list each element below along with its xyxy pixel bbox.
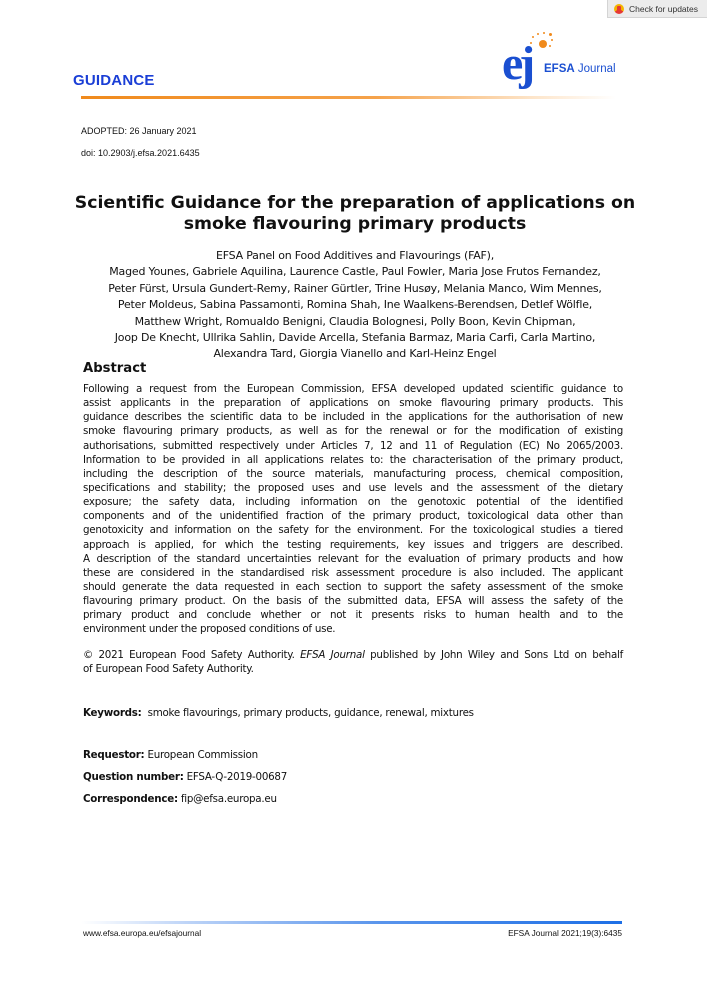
author-line: EFSA Panel on Food Additives and Flavourings (FAF),	[215, 249, 495, 262]
footer-divider	[81, 921, 622, 924]
logo-wordmark: EFSA Journal	[544, 63, 616, 75]
author-line: Peter Moldeus, Sabina Passamonti, Romina Shah, Ine Waalkens-Berendsen, Detlef Wölfle,	[117, 298, 593, 312]
abstract-heading: Abstract	[83, 361, 147, 376]
paper-title: Scientific Guidance for the preparation of applications on smoke flavouring primary products	[74, 193, 636, 234]
author-line: Alexandra Tard, Giorgia Vianello and Karl-Heinz Engel	[213, 347, 497, 361]
section-label: GUIDANCE	[73, 72, 155, 89]
requestor: Requestor: European Commission	[83, 749, 258, 761]
author-line: Peter Fürst, Ursula Gundert-Remy, Rainer Gürtler, Trine Husøy, Melania Manco, Wim Mennes,	[108, 281, 602, 295]
logo-mark: ej	[502, 37, 532, 90]
footer-url-link[interactable]: www.efsa.europa.eu/efsajournal	[83, 928, 202, 938]
correspondence-email-link[interactable]: fip@efsa.europa.eu	[180, 793, 277, 805]
abstract-body: Following a request from the European Commission, EFSA developed updated scientific guidance to assist applicants in the preparation of applications on smoke flavouring primary products. This guidance describes the scientific data to be included in the applications for the authorisation of new smoke flavouring primary products, as well as for the renewal or for the modification of existing authorisations, submitted respectively under Articles 7, 12 and 11 of Regulation (EC) No 2065/2003. Information to be provided in all applications relates to: the characterisation of the primary product, including the description of the source materials, manufacturing process, chemical composition, specifications and stability; the proposed uses and use levels and the assessment of the dietary exposure; the safety data, including information on the genotoxic potential of the identified components and of the unidentified fraction of the primary product, toxicological data other than genotoxicity and information on the safety for the environment. For the toxicological studies a tiered approach is applied, for which the testing requirements, key issues and triggers are described. A description of the standard uncertainties relevant for the evaluation of primary products and how these are considered in the standardised risk assessment procedure is also included. The applicant should generate the data requested in each section to support the safety assessment of the smoke flavouring primary product. On the basis of the submitted data, EFSA will assess the safety of the primary product and conclude whether or not it presents risks to human health and to the environment under the proposed conditions of use.	[83, 383, 623, 636]
author-line: Matthew Wright, Romualdo Benigni, Claudia Bolognesi, Polly Boon, Kevin Chipman,	[134, 314, 576, 328]
author-list	[60, 248, 650, 363]
copyright-notice: © 2021 European Food Safety Authority. EFSA Journal published by John Wiley and Sons Ltd on behalf of European Food Safety Authority.	[83, 649, 623, 676]
author-line: Joop De Knecht, Ullrika Sahlin, Davide Arcella, Stefania Barmaz, Maria Carfi, Carla Martino,	[114, 331, 596, 345]
question-number: Question number: EFSA-Q-2019-00687	[83, 771, 288, 783]
crossmark-icon	[614, 4, 624, 14]
footer-citation: EFSA Journal 2021;19(3):6435	[508, 928, 622, 938]
check-for-updates-label: Check for updates	[629, 3, 698, 14]
efsa-journal-logo	[500, 30, 630, 95]
logo-sunburst-icon	[528, 30, 558, 52]
check-for-updates-button[interactable]	[607, 0, 707, 18]
keywords: Keywords: smoke flavourings, primary products, guidance, renewal, mixtures	[83, 707, 474, 719]
author-line: Maged Younes, Gabriele Aquilina, Laurence Castle, Paul Fowler, Maria Jose Frutos Fernandez,	[109, 265, 601, 279]
correspondence: Correspondence: fip@efsa.europa.eu	[83, 793, 277, 805]
header-divider	[81, 96, 616, 99]
adopted-date: ADOPTED: 26 January 2021	[81, 126, 197, 136]
doi: doi: 10.2903/j.efsa.2021.6435	[81, 148, 200, 158]
